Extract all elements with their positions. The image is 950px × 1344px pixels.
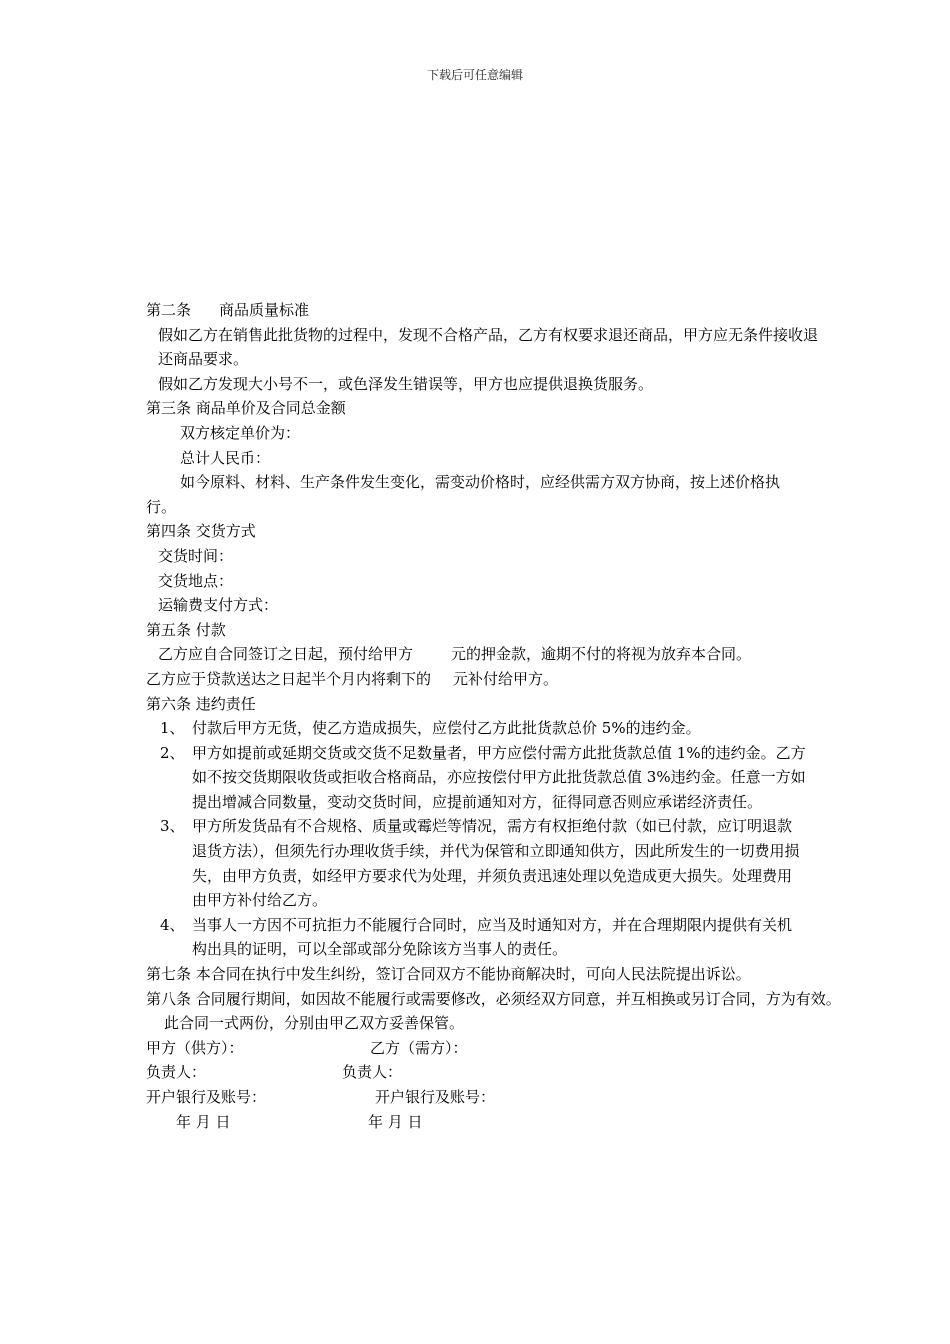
list-item <box>160 913 806 962</box>
delivery-place-line: 交货地点： <box>158 571 234 590</box>
item-text: 当事人一方因不可抗拒力不能履行合同时，应当及时通知对方，并在合理期限内提供有关机构出具的证明，可以全部或部分免除该方当事人的责任。 <box>192 915 793 959</box>
deposit-text-a: 乙方应自合同签订之日起，预付给甲方 <box>158 645 414 664</box>
signature-row-responsible <box>146 1060 826 1085</box>
date-b: 年 月 日 <box>368 1112 423 1131</box>
item-text: 甲方如提前或延期交货或交货不足数量者，甲方应偿付需方此批货款总值 1%的违约金。乙方如不按交货期限收货或拒收合格商品，亦应按偿付甲方此批货款总值 3%违约金。任意一方如提出增减合同数量，变动交货时间，应提前通知对方，征得同意否则应承诺经济责任。 <box>192 743 806 811</box>
price-change-paragraph: 如今原料、材料、生产条件发生变化，需变动价格时，应经供需方双方协商，按上述价格执行。 <box>146 473 781 516</box>
article-6-title: 第六条 违约责任 <box>146 694 256 713</box>
party-a-label: 甲方（供方）： <box>146 1038 244 1057</box>
item-text: 甲方所发货品有不合规格、质量或霉烂等情况，需方有权拒绝付款（如已付款，应订明退款退货方法），但须先行办理收货手续，并代为保管和立即通知供方，因此所发生的一切费用损失，由甲方负责，如经甲方要求代为处理，并须负责迅速处理以免造成更大损失。处理费用由甲方补付给乙方。 <box>192 817 800 910</box>
balance-line <box>146 667 826 692</box>
deposit-text-b: 元的押金款，逾期不付的将视为放弃本合同。 <box>451 645 752 664</box>
balance-text-b: 元补付给甲方。 <box>453 669 559 688</box>
list-item <box>160 741 806 815</box>
article-8: 第八条 合同履行期间，如因故不能履行或需要修改，必须经双方同意，并互相换或另订合同，方为有效。 <box>146 989 841 1008</box>
bank-a-label: 开户银行及账号： <box>146 1088 267 1106</box>
list-item <box>160 716 806 741</box>
signature-row-date <box>146 1110 826 1135</box>
closing-statement: 此合同一式两份，分别由甲乙双方妥善保管。 <box>164 1014 465 1033</box>
signature-row-bank <box>146 1085 826 1110</box>
article-2-number: 第二条 <box>146 301 192 319</box>
article-3-title: 第三条 商品单价及合同总金额 <box>146 399 346 418</box>
party-b-label: 乙方（需方）： <box>370 1038 468 1057</box>
delivery-time-line: 交货时间： <box>158 546 234 565</box>
page-header: 下载后可任意编辑 <box>426 68 523 82</box>
responsible-a-label: 负责人： <box>146 1063 207 1082</box>
date-a: 年 月 日 <box>176 1112 231 1131</box>
responsible-b-label: 负责人： <box>342 1063 403 1082</box>
article-7: 第七条 本合同在执行中发生纠纷，签订合同双方不能协商解决时，可向人民法院提出诉讼。 <box>146 965 751 984</box>
deposit-line <box>146 642 826 667</box>
item-number: 1、 <box>160 719 185 738</box>
item-number: 2、 <box>160 743 185 762</box>
article-2-heading: 商品质量标准 <box>219 301 310 319</box>
list-item <box>160 814 806 912</box>
item-text: 付款后甲方无货，使乙方造成损失，应偿付乙方此批货款总价 5%的违约金。 <box>192 719 701 738</box>
signature-row-parties <box>146 1036 826 1061</box>
article-2-paragraph-2: 假如乙方发现大小号不一，或色泽发生错误等，甲方也应提供退换货服务。 <box>158 374 654 393</box>
item-number: 3、 <box>160 817 185 836</box>
article-4-title: 第四条 交货方式 <box>146 522 256 541</box>
freight-payment-line: 运输费支付方式： <box>158 596 279 615</box>
article-2-title <box>146 298 826 323</box>
total-amount-line: 总计人民币： <box>180 448 271 467</box>
bank-b-label: 开户银行及账号： <box>375 1088 496 1106</box>
item-number: 4、 <box>160 915 185 934</box>
balance-text-a: 乙方应于贷款送达之日起半个月内将剩下的 <box>146 669 432 688</box>
unit-price-line: 双方核定单价为： <box>180 423 301 442</box>
article-5-title: 第五条 付款 <box>146 620 226 639</box>
contract-body <box>146 298 841 1134</box>
article-2-paragraph-1: 假如乙方在销售此批货物的过程中，发现不合格产品，乙方有权要求退还商品，甲方应无条件接收退还商品要求。 <box>158 325 819 369</box>
